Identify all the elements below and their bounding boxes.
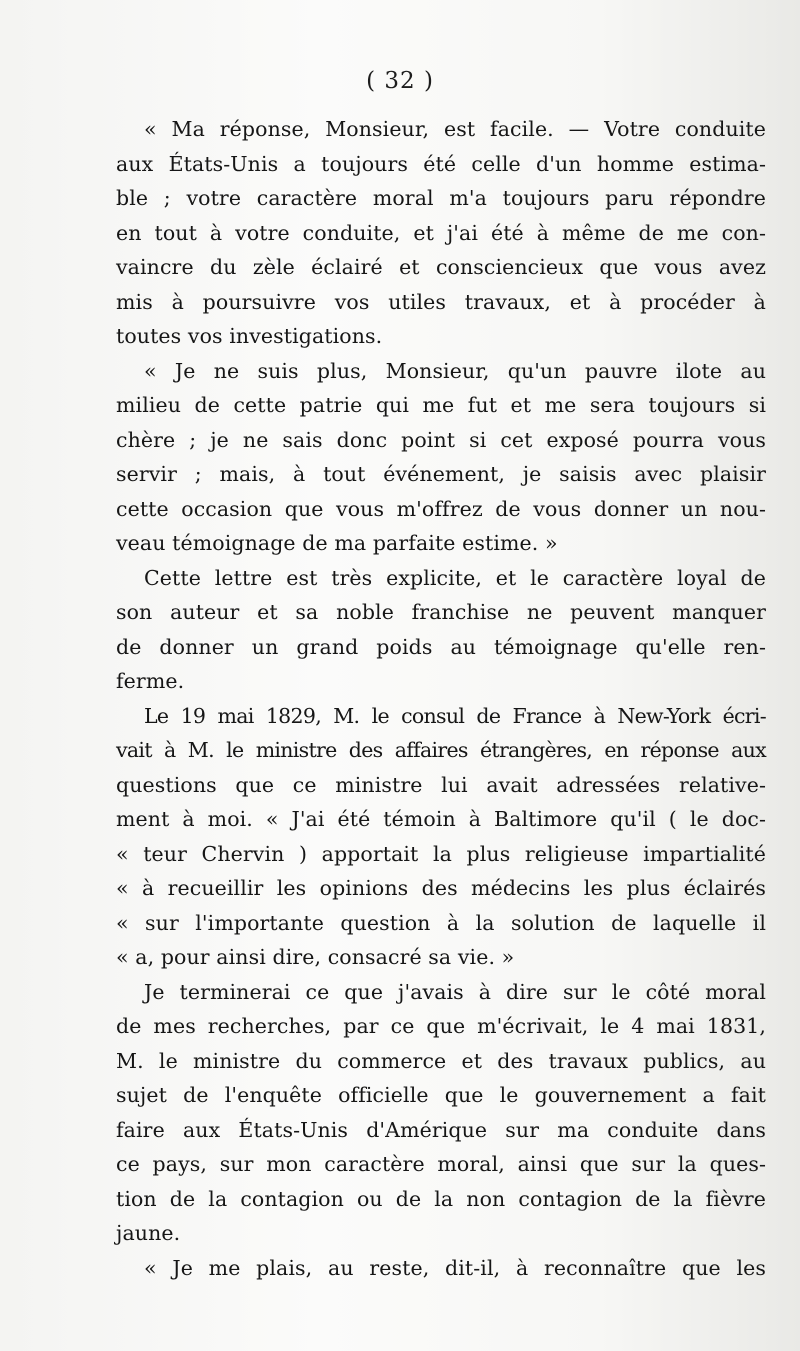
text-line: faire aux États-Unis d'Amérique sur ma conduite dans [116, 1117, 766, 1142]
text-line: sujet de l'enquête officielle que le gouvernement a fait [116, 1083, 766, 1107]
text-line: vait à M. le ministre des affaires étrangères, en réponse aux [116, 738, 766, 762]
text-line: mis à poursuivre vos utiles travaux, et à procéder à [116, 289, 766, 314]
text-line: « a, pour ainsi dire, consacré sa vie. » [116, 945, 515, 969]
text-line: « sur l'importante question à la solution de laquelle il [116, 910, 766, 935]
text-line: ble ; votre caractère moral m'a toujours paru répondre [116, 186, 766, 210]
text-line: cette occasion que vous m'offrez de vous donner un nou- [116, 496, 766, 521]
body-text [116, 112, 766, 1285]
text-line: tion de la contagion ou de la non contagion de la fièvre [116, 1186, 766, 1211]
text-line: Je terminerai ce que j'avais à dire sur le côté moral [144, 979, 766, 1004]
text-line: ferme. [116, 669, 185, 693]
text-line: vaincre du zèle éclairé et consciencieux que vous avez [116, 255, 766, 279]
text-line: « teur Chervin ) apportait la plus religieuse impartialité [116, 841, 766, 866]
text-line: ce pays, sur mon caractère moral, ainsi que sur la ques- [116, 1152, 766, 1176]
text-line: milieu de cette patrie qui me fut et me sera toujours si [116, 393, 766, 417]
text-line: Le 19 mai 1829, M. le consul de France à New-York écri- [144, 703, 766, 728]
text-line: « Ma réponse, Monsieur, est facile. — Votre conduite [144, 117, 766, 141]
text-line: « à recueillir les opinions des médecins les plus éclairés [116, 876, 766, 900]
text-line: de donner un grand poids au témoignage qu'elle ren- [116, 634, 766, 659]
text-line: jaune. [116, 1221, 181, 1245]
text-line: toutes vos investigations. [116, 324, 383, 348]
page-number: ( 32 ) [366, 68, 434, 94]
text-line: veau témoignage de ma parfaite estime. » [116, 531, 558, 555]
text-line: M. le ministre du commerce et des travaux publics, au [116, 1048, 766, 1073]
text-line: son auteur et sa noble franchise ne peuvent manquer [116, 600, 766, 624]
text-line: questions que ce ministre lui avait adressées relative- [116, 772, 766, 797]
text-line: chère ; je ne sais donc point si cet exposé pourra vous [116, 427, 766, 452]
text-line: « Je me plais, au reste, dit-il, à reconnaître que les [144, 1255, 766, 1280]
text-line: de mes recherches, par ce que m'écrivait, le 4 mai 1831, [116, 1014, 766, 1038]
text-line: aux États-Unis a toujours été celle d'un homme estima- [116, 151, 766, 176]
text-line: « Je ne suis plus, Monsieur, qu'un pauvre ilote au [144, 358, 766, 383]
text-line: servir ; mais, à tout événement, je saisis avec plaisir [116, 462, 766, 486]
text-line: en tout à votre conduite, et j'ai été à même de me con- [116, 220, 766, 245]
text-line: Cette lettre est très explicite, et le caractère loyal de [144, 565, 766, 590]
text-line: ment à moi. « J'ai été témoin à Baltimore qu'il ( le doc- [116, 807, 766, 831]
